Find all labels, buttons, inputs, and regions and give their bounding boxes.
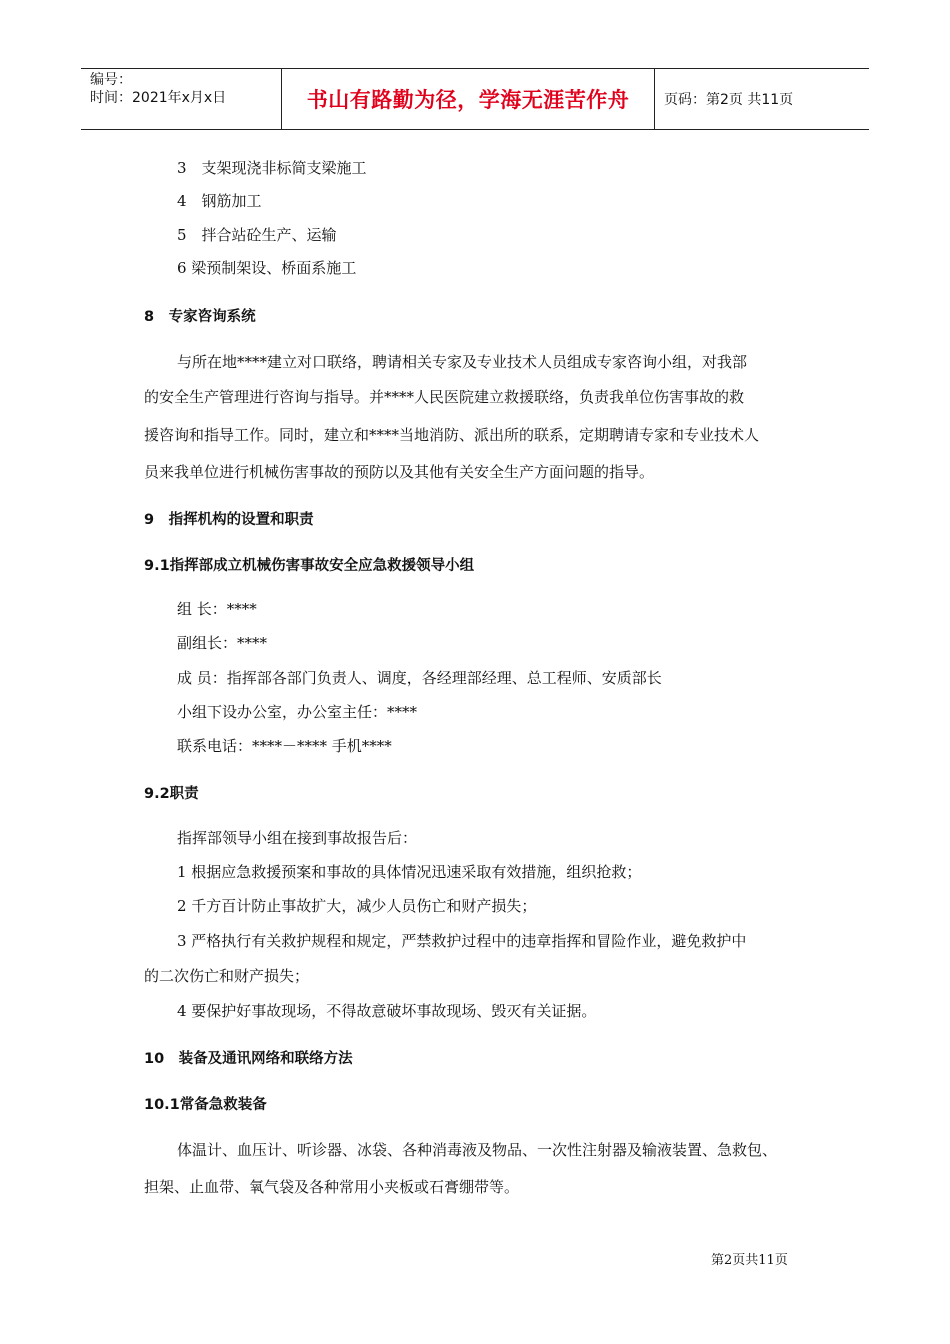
section-9-1-heading: 9.1指挥部成立机械伤害事故安全应急救援领导小组 <box>144 558 475 574</box>
list-item: 6 梁预制架设、桥面系施工 <box>177 259 357 277</box>
paragraph-line: 担架、止血带、氧气袋及各种常用小夹板或石膏绷带等。 <box>144 1178 520 1196</box>
list-item: 4 要保护好事故现场，不得故意破坏事故现场、毁灭有关证据。 <box>177 1002 597 1020</box>
list-item: 的二次伤亡和财产损失； <box>144 967 310 985</box>
document-time: 时间：2021年x月x日 <box>90 90 227 106</box>
paragraph-line: 体温计、血压计、听诊器、冰袋、各种消毒液及物品、一次性注射器及输液装置、急救包、 <box>177 1141 778 1159</box>
section-9-heading: 9 指挥机构的设置和职责 <box>144 512 314 528</box>
list-item: 成 员：指挥部各部门负责人、调度，各经理部经理、总工程师、安质部长 <box>177 669 662 687</box>
list-item: 副组长：**** <box>177 634 268 652</box>
section-8-heading: 8 专家咨询系统 <box>144 309 256 325</box>
header-meta <box>81 69 282 129</box>
page-header <box>81 68 869 130</box>
list-item: 指挥部领导小组在接到事故报告后： <box>177 829 418 847</box>
paragraph-line: 员来我单位进行机械伤害事故的预防以及其他有关安全生产方面问题的指导。 <box>144 463 655 481</box>
list-item: 小组下设办公室，办公室主任：**** <box>177 703 418 721</box>
section-9-2-heading: 9.2职责 <box>144 786 199 802</box>
paragraph-line: 的安全生产管理进行咨询与指导。并****人民医院建立救援联络，负责我单位伤害事故的救 <box>144 388 745 406</box>
list-item: 组 长：**** <box>177 600 257 618</box>
page-footer: 第2页共11页 <box>711 1253 788 1268</box>
list-item: 4 钢筋加工 <box>177 192 262 210</box>
list-item: 5 拌合站砼生产、运输 <box>177 226 337 244</box>
document-number-label: 编号： <box>90 72 132 88</box>
list-item: 3 支架现浇非标简支梁施工 <box>177 159 367 177</box>
list-item: 联系电话：****－**** 手机**** <box>177 737 392 755</box>
paragraph-line: 与所在地****建立对口联络，聘请相关专家及专业技术人员组成专家咨询小组，对我部 <box>177 353 748 371</box>
header-motto: 书山有路勤为径，学海无涯苦作舟 <box>282 69 655 129</box>
list-item: 1 根据应急救援预案和事故的具体情况迅速采取有效措施，组织抢救； <box>177 863 642 881</box>
section-10-1-heading: 10.1常备急救装备 <box>144 1097 267 1113</box>
list-item: 3 严格执行有关救护规程和规定，严禁救护过程中的违章指挥和冒险作业，避免救护中 <box>177 932 747 950</box>
header-page-number: 页码：第2页 共11页 <box>664 92 794 108</box>
paragraph-line: 援咨询和指导工作。同时，建立和****当地消防、派出所的联系，定期聘请专家和专业技术人 <box>144 426 760 444</box>
list-item: 2 千方百计防止事故扩大，减少人员伤亡和财产损失； <box>177 897 537 915</box>
section-10-heading: 10 装备及通讯网络和联络方法 <box>144 1051 353 1067</box>
